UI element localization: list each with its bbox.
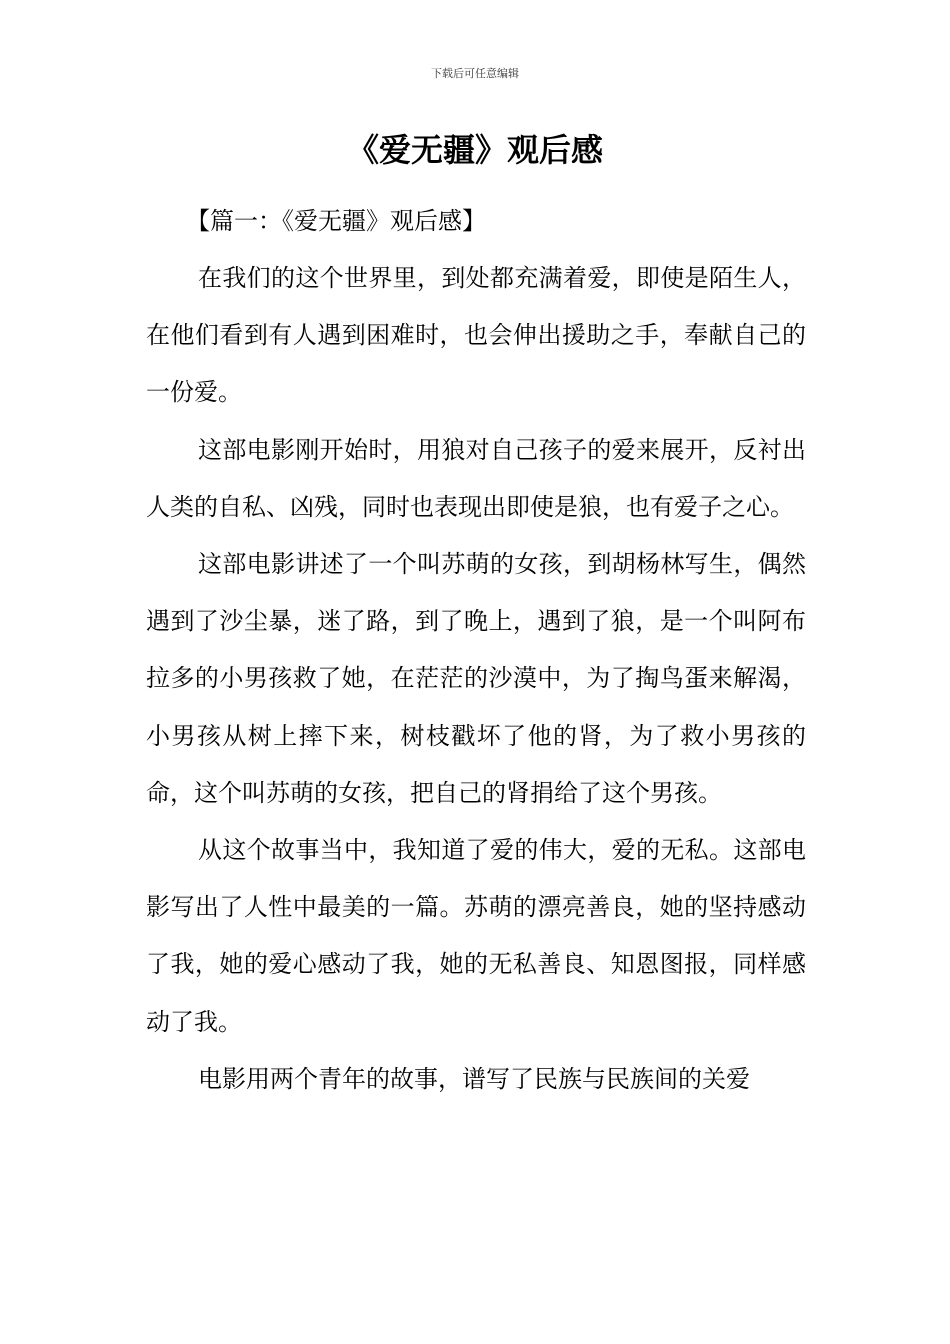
paragraph-3: 这部电影讲述了一个叫苏萌的女孩，到胡杨林写生，偶然遇到了沙尘暴，迷了路，到了晚上，遇到了狼，是一个叫阿布拉多的小男孩救了她，在茫茫的沙漠中，为了掏鸟蛋来解渴，小男孩从树上摔下来，树枝戳坏了他的肾，为了救小男孩的命，这个叫苏萌的女孩，把自己的肾捐给了这个男孩。	[146, 550, 806, 807]
paragraph-4: 从这个故事当中，我知道了爱的伟大，爱的无私。这部电影写出了人性中最美的一篇。苏萌的漂亮善良，她的坚持感动了我，她的爱心感动了我，她的无私善良、知恩图报，同样感动了我。	[146, 836, 806, 1036]
document-title: 《爱无疆》观后感	[346, 131, 603, 169]
paragraph-2: 这部电影刚开始时，用狼对自己孩子的爱来展开，反衬出人类的自私、凶残，同时也表现出即使是狼，也有爱子之心。	[146, 435, 806, 521]
paragraph-5: 电影用两个青年的故事，谱写了民族与民族间的关爱	[198, 1064, 750, 1093]
section-heading: 【篇一：《爱无疆》观后感】	[186, 207, 486, 235]
document-body	[146, 192, 806, 1108]
paragraph-1: 在我们的这个世界里，到处都充满着爱，即使是陌生人，在他们看到有人遇到困难时，也会伸出援助之手，奉献自己的一份爱。	[146, 264, 806, 407]
header-note: 下载后可任意编辑	[431, 67, 519, 80]
